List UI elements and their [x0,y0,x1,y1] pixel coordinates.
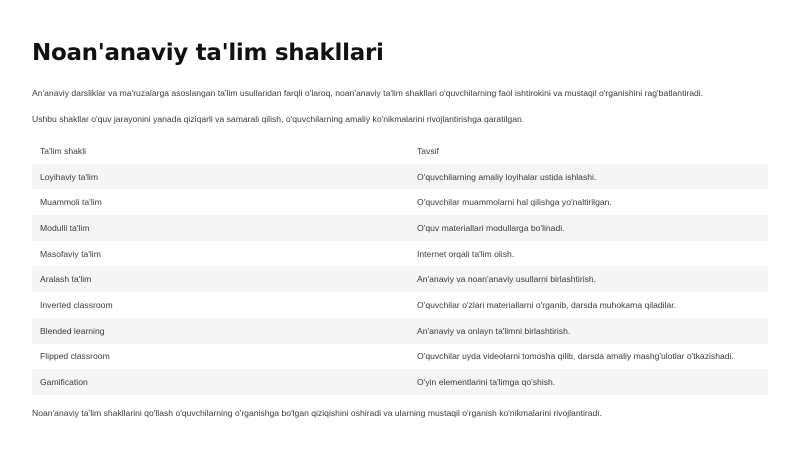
cell-description: O'quv materiallari modullarga bo'linadi. [417,222,565,233]
cell-form: Loyihaviy ta'lim [40,171,98,182]
cell-form: Blended learning [40,325,105,336]
page-title: Noan'anaviy ta'lim shakllari [32,40,384,66]
cell-form: Masofaviy ta'lim [40,248,101,259]
cell-form: Inverted classroom [40,299,113,310]
table-row [32,318,768,344]
cell-form: Gamification [40,377,88,388]
column-header-form: Ta'lim shakli [40,145,87,156]
cell-description: O'quvchilar o'zlari materiallarni o'rganib, darsda muhokama qiladilar. [417,299,677,310]
cell-form: Flipped classroom [40,351,110,362]
table-row [32,369,768,395]
cell-description: Internet orqali ta'lim olish. [417,248,515,259]
table-header [32,138,768,164]
table-row [32,189,768,215]
table-row [32,241,768,267]
table-row [32,344,768,370]
table-row [32,215,768,241]
cell-description: O'quvchilar uyda videolarni tomosha qilib, darsda amaliy mashg'ulotlar o'tkazishadi. [417,351,734,362]
purpose-paragraph: Ushbu shakllar o'quv jarayonini yanada qiziqarli va samarali qilish, o'quvchilarning amaliy ko'nikmalarini rivojlantirishga qaratilgan. [32,114,525,124]
cell-description: O'quvchilar muammolarni hal qilishga yo'naltirilgan. [417,197,612,208]
conclusion-paragraph: Noan'anaviy ta'lim shakllarini qo'llash o'quvchilarning o'rganishga bo'lgan qiziqishini oshiradi va ularning mustaqil o'rganish ko'nikmalarini rivojlantiradi. [32,407,602,418]
table-row [32,292,768,318]
table-body [32,164,768,395]
cell-description: O'quvchilarning amaliy loyihalar ustida ishlashi. [417,171,597,182]
cell-form: Modulli ta'lim [40,222,90,233]
column-header-description: Tavsif [417,145,439,156]
cell-description: An'anaviy va onlayn ta'limni birlashtirish. [417,325,571,336]
table-row [32,164,768,190]
intro-paragraph: An'anaviy darsliklar va ma'ruzalarga asoslangan ta'lim usullaridan farqli o'laroq, noan'anaviy ta'lim shakllari o'quvchilarning faol ishtirokini va mustaqil o'rganishini rag'batlantiradi. [32,88,704,98]
cell-form: Aralash ta'lim [40,274,92,285]
table-row [32,266,768,292]
education-forms-table [32,138,768,395]
cell-description: An'anaviy va noan'anaviy usullarni birlashtirish. [417,274,597,285]
table-header-row [32,138,768,164]
cell-description: O'yin elementlarini ta'limga qo'shish. [417,377,556,388]
cell-form: Muammoli ta'lim [40,197,102,208]
